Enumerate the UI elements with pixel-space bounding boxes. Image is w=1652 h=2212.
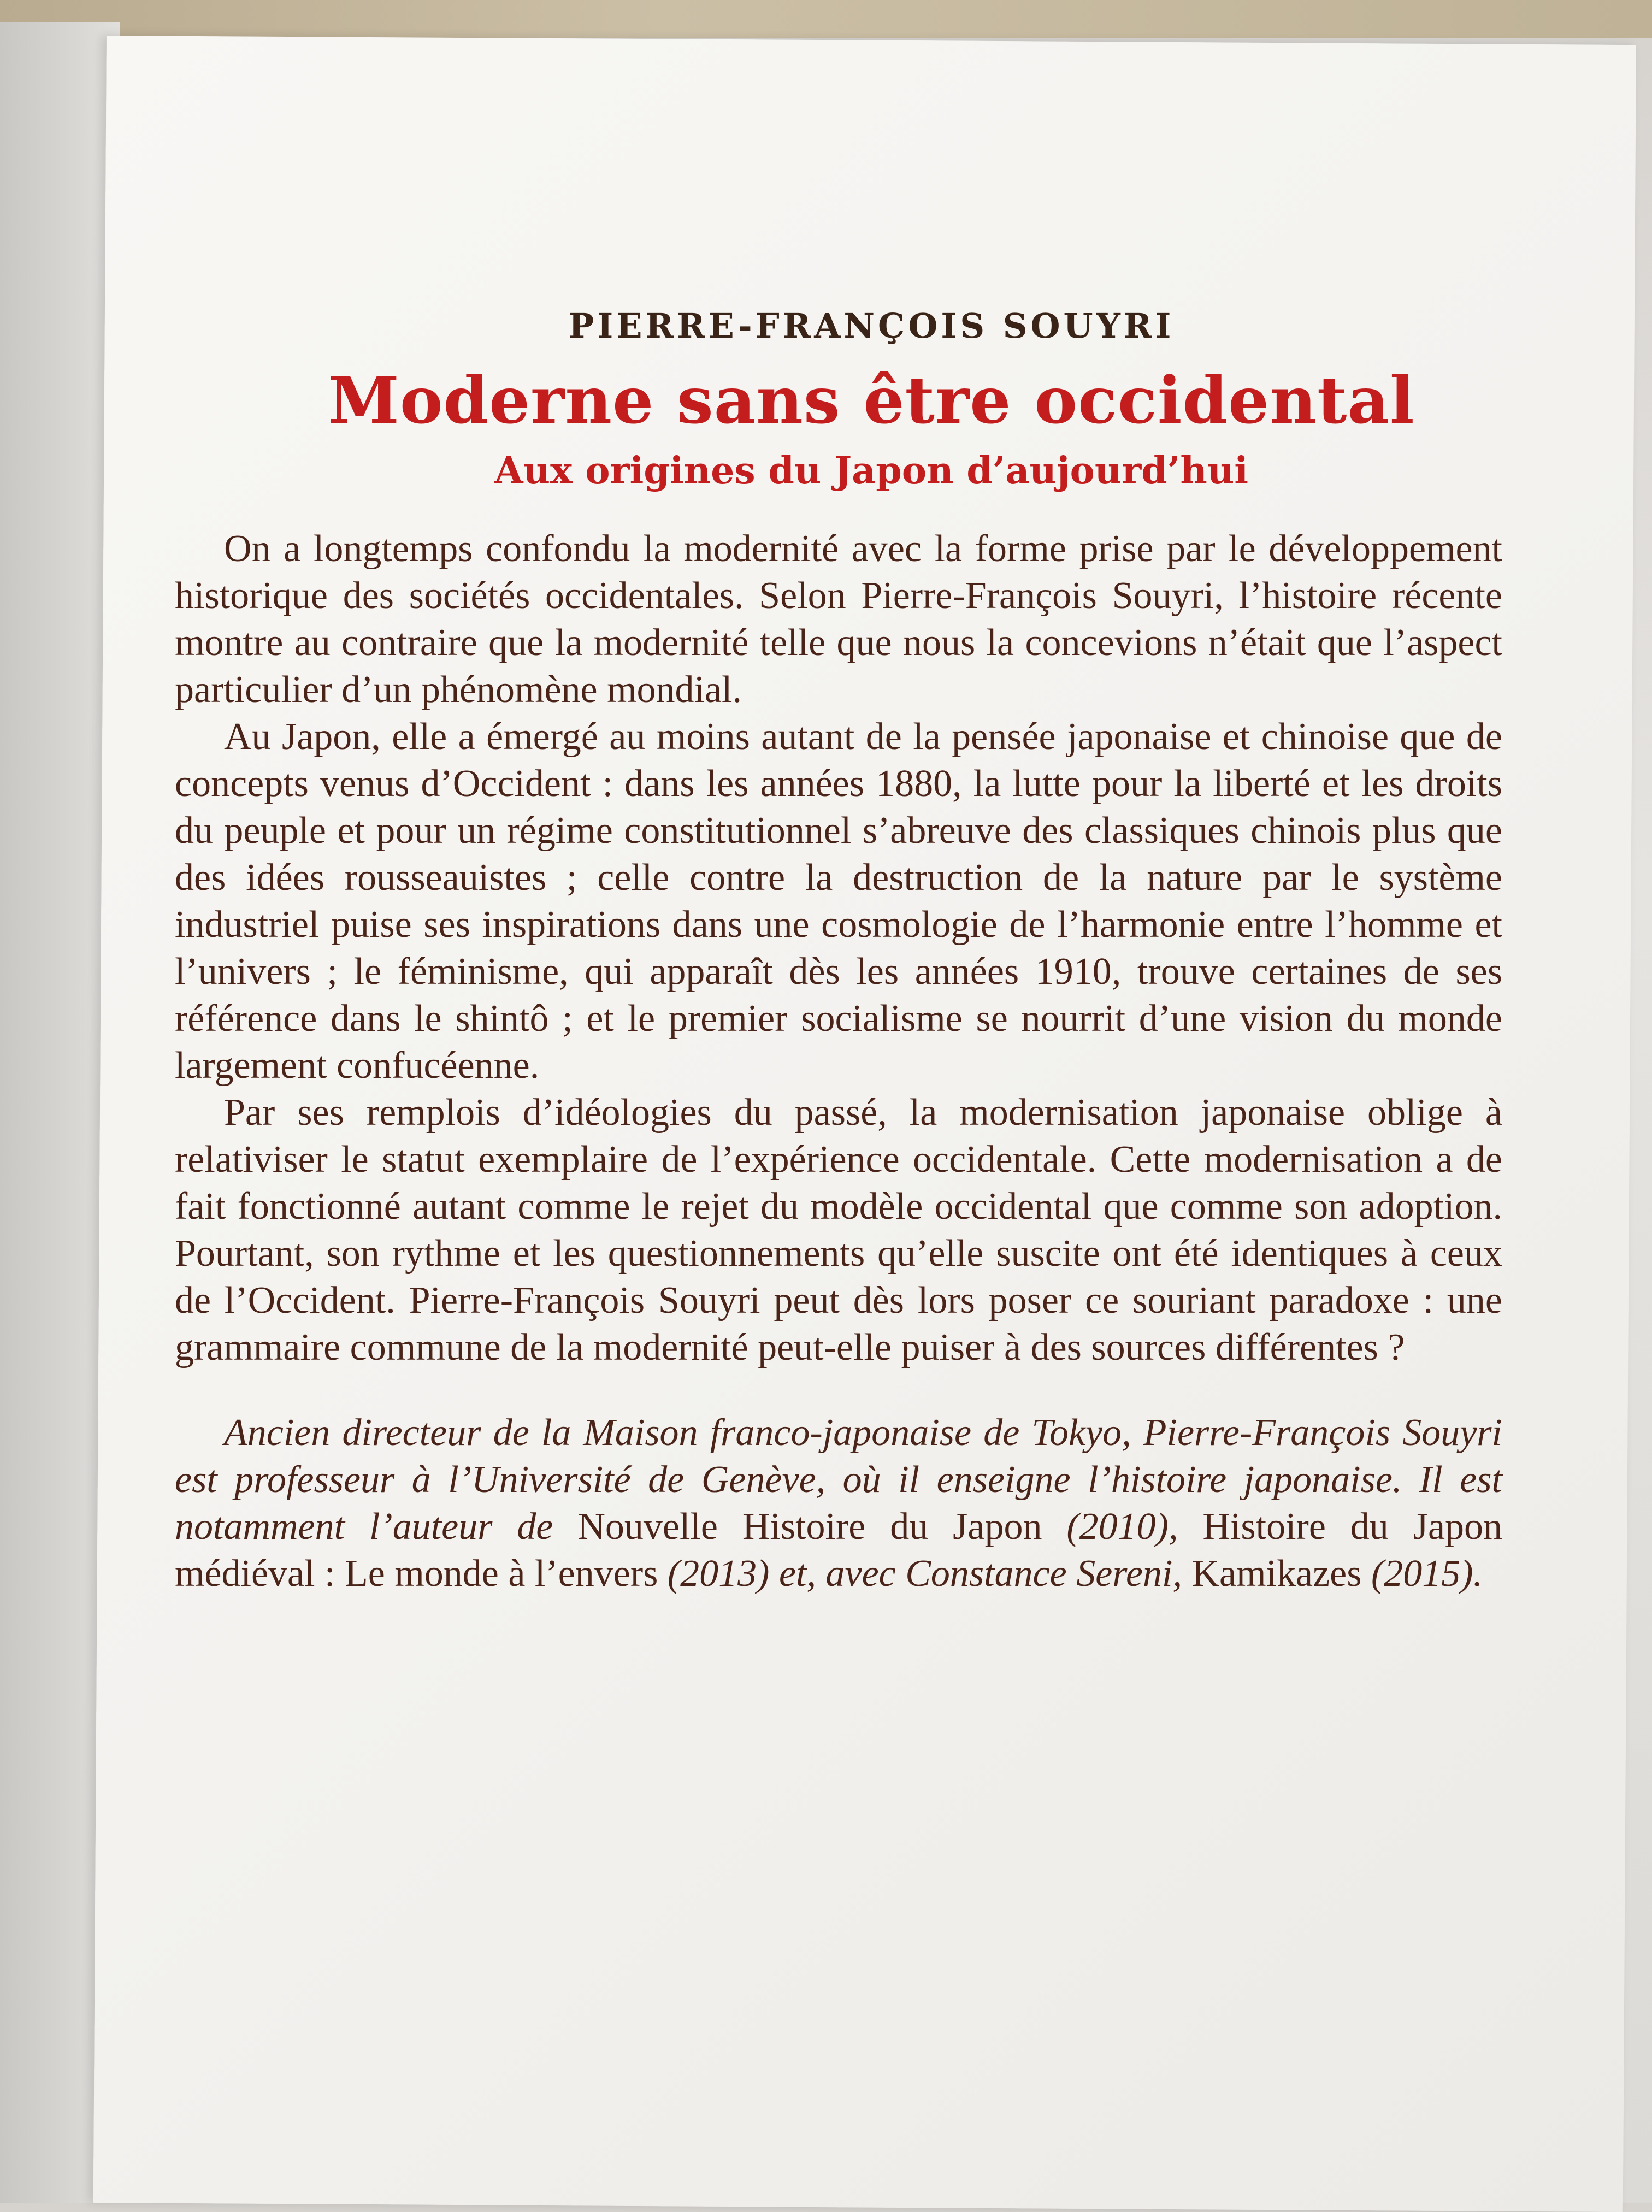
blurb-text: [175, 526, 1502, 1371]
author-name: PIERRE-FRANÇOIS SOUYRI: [568, 306, 1175, 346]
table-surface: [0, 0, 1652, 38]
bio-text-1: Ancien directeur de la Maison franco-japonaise de Tokyo, Pierre-François Souyri est professeur à l’Université de Genève, où il enseigne l’histoire japonaise. Il est notamment l’auteur de: [175, 1412, 1502, 1548]
bio-text-2: (2010),: [1042, 1506, 1203, 1548]
book-title: Moderne sans être occidental: [328, 362, 1415, 438]
book-subtitle: Aux origines du Japon d’aujourd’hui: [494, 449, 1249, 493]
blurb-paragraph-3: Par ses remplois d’idéologies du passé, la modernisation japonaise oblige à relativiser le statut exemplaire de l’expérience occidentale. Cette modernisation a de fait fonctionné autant comme le rejet du modèle occidental que comme son adoption. Pourtant, son rythme et les questionnements qu’elle suscite ont été identiques à ceux de l’Occident. Pierre-François Souyri peut dès lors poser ce souriant paradoxe : une grammaire commune de la modernité peut-elle puiser à des sources différentes ?: [175, 1092, 1502, 1369]
author-bio: [175, 1409, 1502, 1597]
bio-book-3: Kamikazes: [1191, 1553, 1362, 1595]
cover-text-block: [175, 306, 1502, 1597]
bio-text-4: (2015).: [1361, 1553, 1483, 1595]
blurb-paragraph-2: Au Japon, elle a émergé au moins autant de la pensée japonaise et chinoise que de concepts venus d’Occident : dans les années 1880, la lutte pour la liberté et les droits du peuple et pour un régime constitutionnel s’abreuve des classiques chinois plus que des idées rousseauistes ; celle contre la destruction de la nature par le système industriel puise ses inspirations dans une cosmologie de l’harmonie entre l’homme et l’univers ; le féminisme, qui apparaît dès les années 1910, trouve certaines de ses référence dans le shintô ; et le premier socialisme se nourrit d’une vision du monde largement confucéenne.: [175, 716, 1502, 1087]
bio-book-1: Nouvelle Histoire du Japon: [577, 1506, 1042, 1548]
bio-text-3: (2013) et, avec Constance Sereni,: [658, 1553, 1192, 1595]
bio-book-2: Histoire du Japon médiéval : Le monde à l’envers: [175, 1506, 1503, 1595]
blurb-paragraph-1: On a longtemps confondu la modernité avec la forme prise par le développement historique des sociétés occidentales. Selon Pierre-François Souyri, l’histoire récente montre au contraire que la modernité telle que nous la concevions n’était que l’aspect particulier d’un phénomène mondial.: [175, 528, 1502, 711]
